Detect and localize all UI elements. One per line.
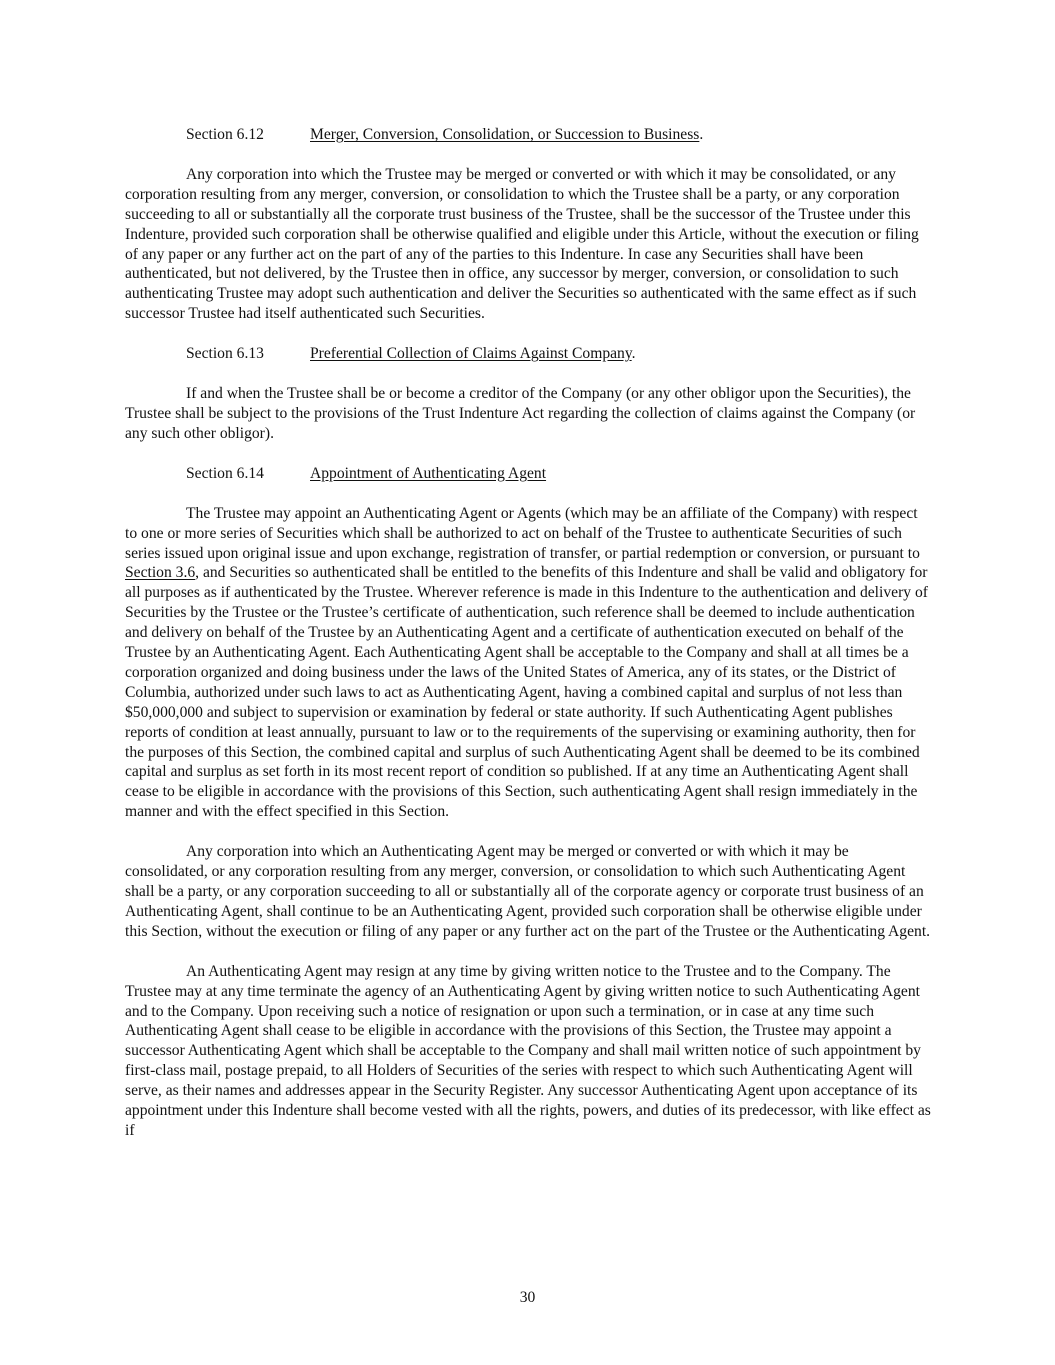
page-number: 30 <box>519 1289 536 1306</box>
paragraph-text: The Trustee may appoint an Authenticating Agent or Agents (which may be an affiliate of the Company) with respect to one or more series of Securities which shall be authorized to act on behalf of the Trustee to authenticate Securities of such series issued upon original issue and upon exchange, registration of transfer, or partial redemption or conversion, or pursuant to <box>125 504 920 562</box>
section-title: Appointment of Authenticating Agent <box>310 464 547 482</box>
section-6-12-paragraph: Any corporation into which the Trustee may be merged or converted or with which it may be consolidated, or any corporation resulting from any merger, conversion, or consolidation to which the Trustee shall be a party, or any corporation succeeding to all or substantially all the corporate trust business of the Trustee, shall be the successor of the Trustee under this Indenture, provided such corporation shall be otherwise qualified and eligible under this Article, without the execution or filing of any paper or any further act on the part of any of the parties to this Indenture. In case any Securities shall have been authenticated, but not delivered, by the Trustee then in office, any successor by merger, conversion, or consolidation to such authenticating Trustee may adopt such authentication and deliver the Securities so authenticated with the same effect as if such successor Trustee had itself authenticated such Securities. <box>125 165 919 323</box>
section-6-14-paragraph-2: Any corporation into which an Authenticating Agent may be merged or converted or with which it may be consolidated, or any corporation resulting from any merger, conversion, or consolidation to which such Authenticating Agent shall be a party, or any corporation succeeding to all or substantially all of the corporate agency or corporate trust business of an Authenticating Agent, shall continue to be an Authenticating Agent, provided such corporation shall be otherwise eligible under this Section, without the execution or filing of any paper or any further act on the part of the Trustee or the Authenticating Agent. <box>125 843 931 940</box>
section-number: Section 6.13 <box>186 345 264 363</box>
section-6-13-paragraph: If and when the Trustee shall be or become a creditor of the Company (or any other obligor upon the Securities), the Trustee shall be subject to the provisions of the Trust Indenture Act regarding the collection of claims against the Company (or any such other obligor). <box>125 385 916 442</box>
section-title: Preferential Collection of Claims Against Company <box>310 345 632 363</box>
section-title-punctuation: . <box>631 345 636 363</box>
section-3-6-reference: Section 3.6 <box>125 564 196 582</box>
section-number: Section 6.12 <box>186 126 264 143</box>
section-6-12-heading <box>125 125 931 145</box>
section-6-14-paragraph-1 <box>125 504 931 823</box>
section-6-14-heading <box>125 464 931 484</box>
section-title: Merger, Conversion, Consolidation, or Succession to Business <box>310 126 700 143</box>
section-6-14-paragraph-3: An Authenticating Agent may resign at any time by giving written notice to the Trustee and to the Company. The Trustee may at any time terminate the agency of an Authenticating Agent by giving written notice to such Authenticating Agent and to the Company. Upon receiving such a notice of resignation or upon such a termination, or in case at any time such Authenticating Agent shall cease to be eligible in accordance with the provisions of this Section, the Trustee may appoint a successor Authenticating Agent which shall be acceptable to the Company and shall mail written notice of such appointment by first-class mail, postage prepaid, to all Holders of Securities of the series with respect to which such Authenticating Agent will serve, as their names and addresses appear in the Security Register. Any successor Authenticating Agent upon acceptance of its appointment under this Indenture shall become vested with all the rights, powers, and duties of its predecessor, with like effect as if <box>125 962 931 1139</box>
section-title-punctuation: . <box>699 126 704 143</box>
section-number: Section 6.14 <box>186 464 264 482</box>
paragraph-text: , and Securities so authenticated shall be entitled to the benefits of this Indenture and shall be valid and obligatory for all purposes as if authenticated by the Trustee. Wherever reference is made in this Indenture to the authentication and delivery of Securities by the Trustee or the Trustee’s certificate of authentication, such reference shall be deemed to include authentication and delivery on behalf of the Trustee by an Authenticating Agent and a certificate of authentication executed on behalf of the Trustee by an Authenticating Agent. Each Authenticating Agent shall be acceptable to the Company and shall at all times be a corporation organized and doing business under the laws of the United States of America, any of its states, or the District of Columbia, authorized under such laws to act as Authenticating Agent, having a combined capital and surplus of not less than $50,000,000 and subject to supervision or examination by federal or state authority. If such Authenticating Agent publishes reports of condition at least annually, pursuant to law or to the requirements of the supervising or examining authority, then for the purposes of this Section, the combined capital and surplus of such Authenticating Agent shall be deemed to be its combined capital and surplus as set forth in its most recent report of condition so published. If at any time an Authenticating Agent shall cease to be eligible in accordance with the provisions of this Section, such authenticating Agent shall resign immediately in the manner and with the effect specified in this Section. <box>125 564 928 821</box>
section-6-13-heading <box>125 344 931 364</box>
document-page <box>125 125 931 1161</box>
